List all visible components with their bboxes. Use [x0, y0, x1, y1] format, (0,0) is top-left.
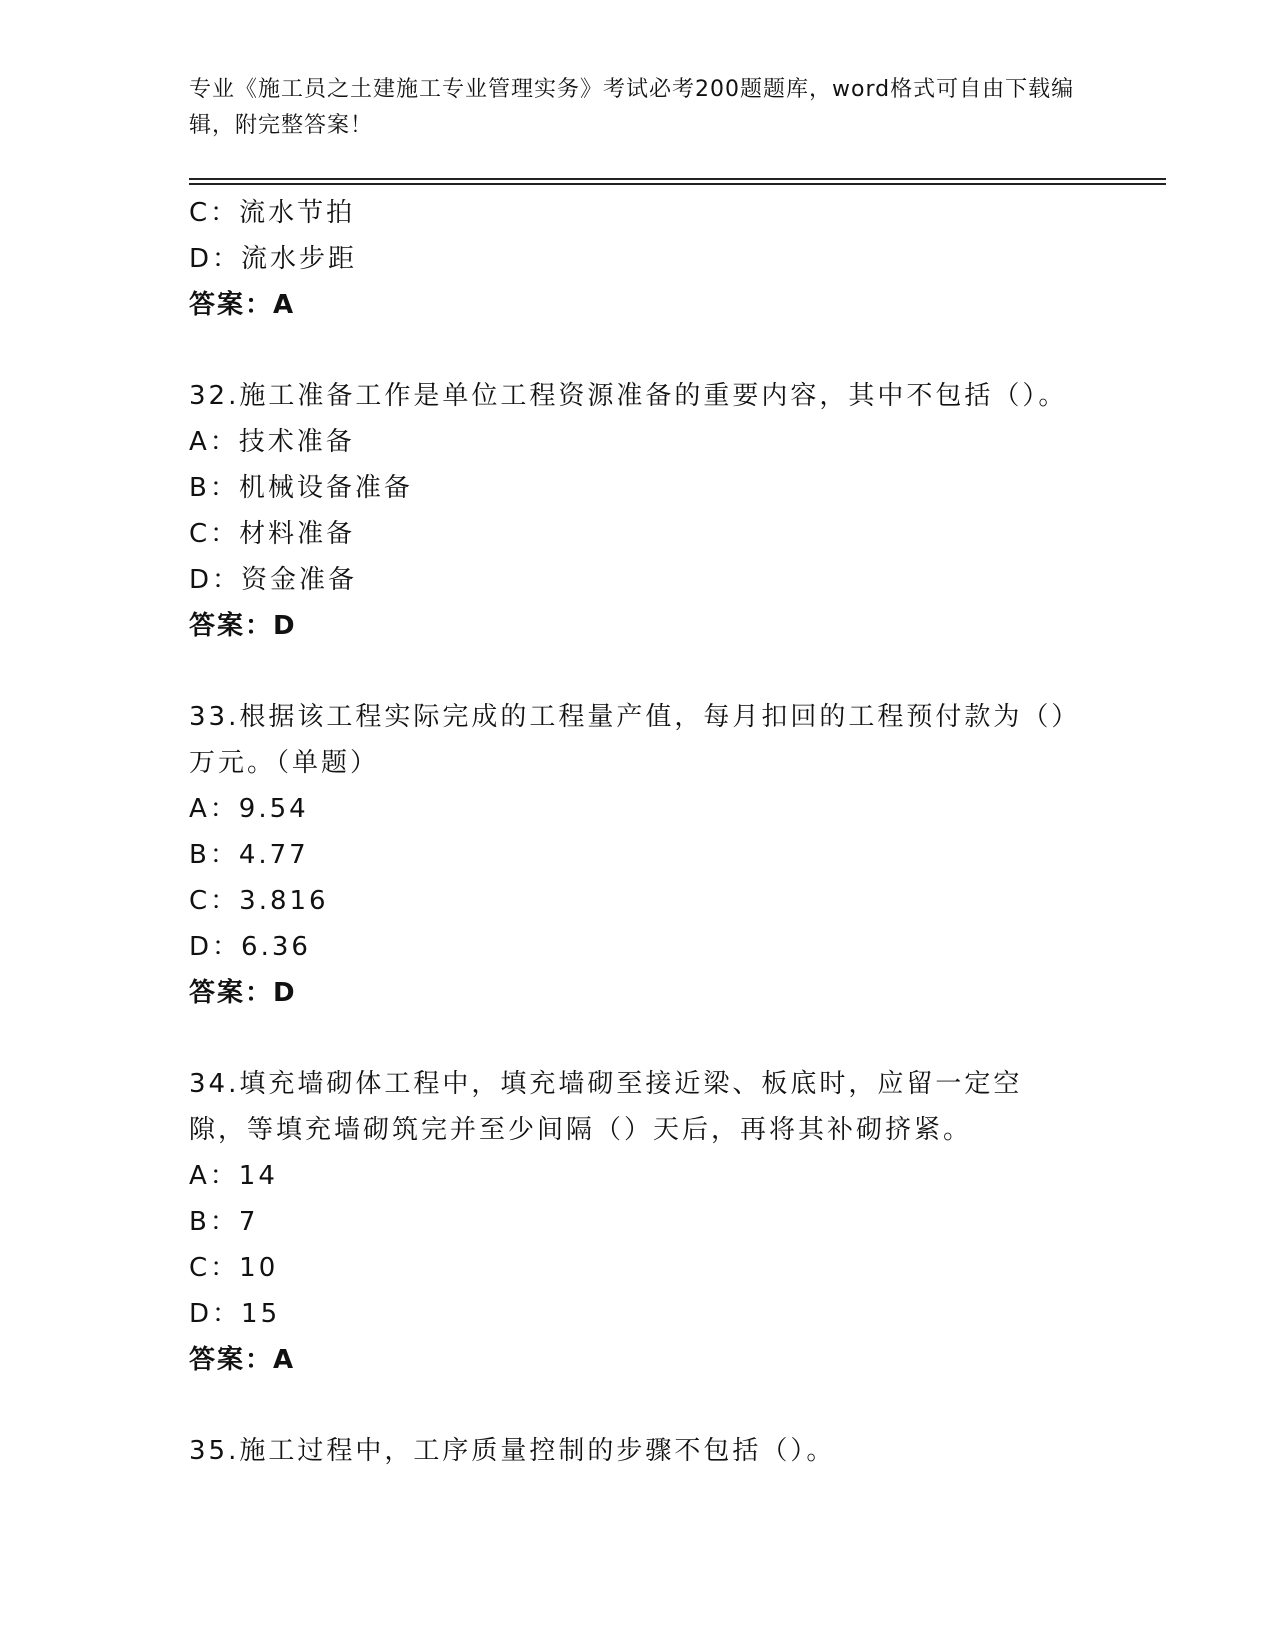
question-text: 35.施工过程中，工序质量控制的步骤不包括（）。: [189, 1436, 836, 1466]
header-rule-top: [189, 178, 1166, 180]
answer-line: 答案：A: [189, 290, 296, 320]
option-c: C：材料准备: [189, 519, 356, 549]
answer-line: 答案：A: [189, 1345, 296, 1375]
question-35: [189, 1428, 1089, 1474]
question-fragment: [189, 190, 1089, 328]
option-d: D：资金准备: [189, 565, 358, 595]
question-text: 33.根据该工程实际完成的工程量产值，每月扣回的工程预付款为（）万元。（单题）: [189, 702, 1068, 778]
question-34: [189, 1061, 1089, 1383]
header-rule-bottom: [189, 183, 1166, 185]
option-a: A：技术准备: [189, 427, 355, 457]
option-c: C：3.816: [189, 886, 329, 916]
option-b: B：7: [189, 1207, 259, 1237]
document-header: 专业《施工员之土建施工专业管理实务》考试必考200题题库，word格式可自由下载编辑，附完整答案！: [189, 77, 1075, 138]
answer-line: 答案：D: [189, 978, 297, 1008]
question-32: [189, 373, 1089, 649]
option-c: C：10: [189, 1253, 279, 1283]
option-a: A：9.54: [189, 794, 309, 824]
option-b: B：机械设备准备: [189, 473, 413, 503]
answer-line: 答案：D: [189, 611, 297, 641]
question-list: [189, 190, 1089, 1474]
option-d: D：流水步距: [189, 244, 358, 274]
question-text: 32.施工准备工作是单位工程资源准备的重要内容，其中不包括（）。: [189, 381, 1068, 411]
question-text: 34.填充墙砌体工程中，填充墙砌至接近梁、板底时，应留一定空隙，等填充墙砌筑完并至少间隔（）天后，再将其补砌挤紧。: [189, 1069, 1023, 1145]
option-c: C：流水节拍: [189, 198, 356, 228]
option-b: B：4.77: [189, 840, 309, 870]
option-d: D：6.36: [189, 932, 311, 962]
option-d: D：15: [189, 1299, 281, 1329]
option-a: A：14: [189, 1161, 278, 1191]
question-33: [189, 694, 1089, 1016]
